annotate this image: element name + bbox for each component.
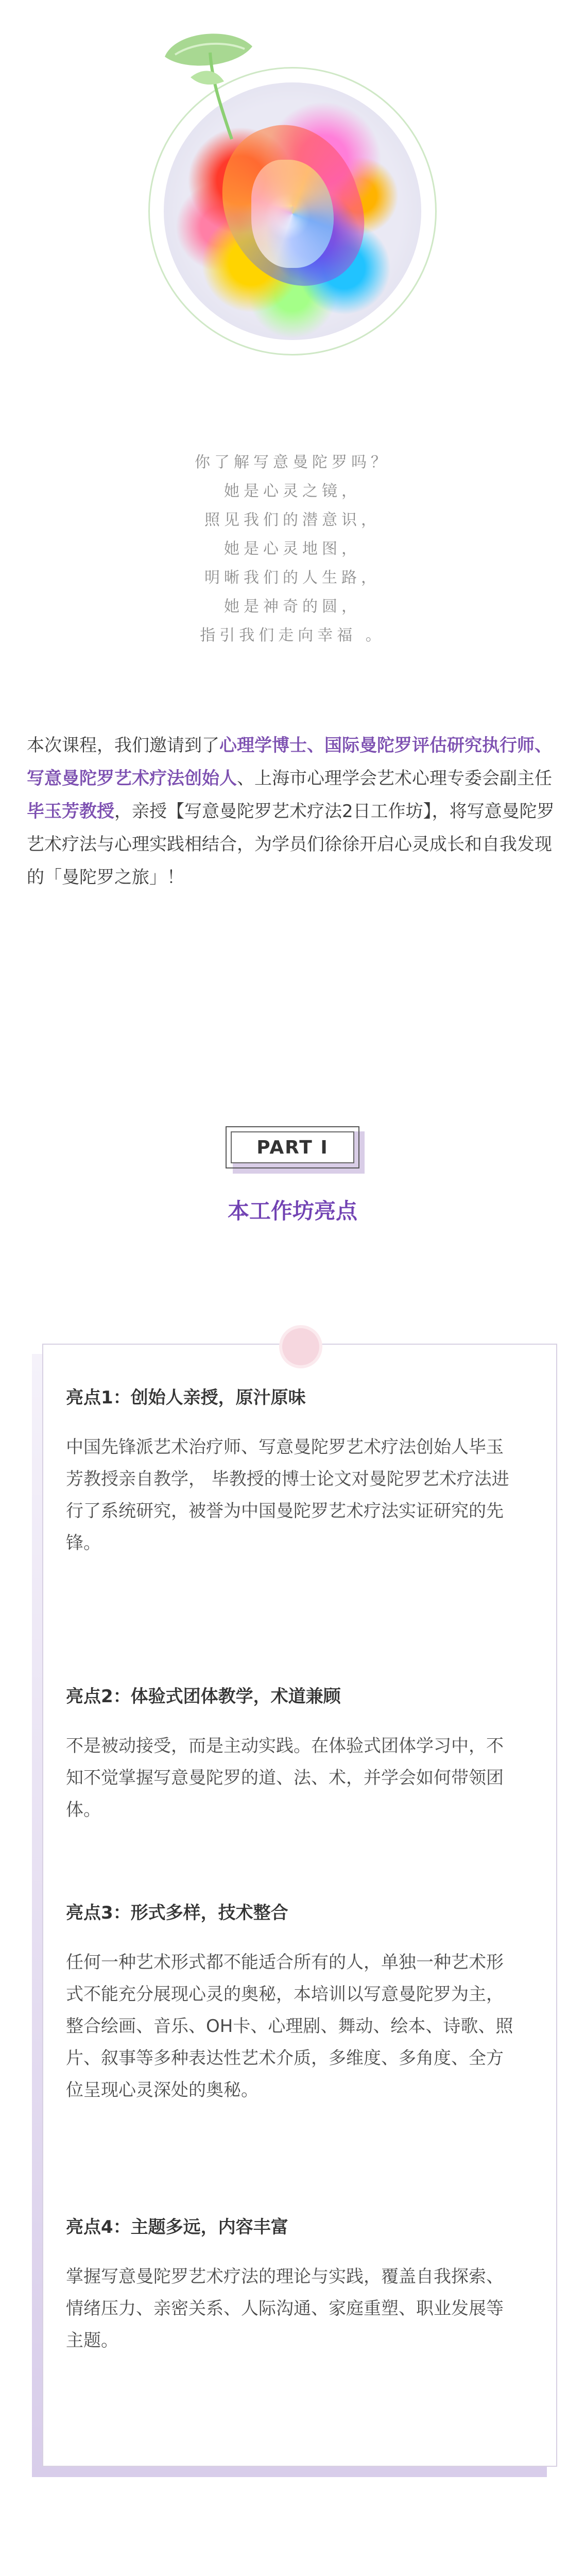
intro-highlight: 毕玉芳教授: [27, 801, 114, 822]
feature-item: [66, 1385, 519, 1559]
part-label-box: [226, 1126, 359, 1168]
intro-text: 、上海市心理学会艺术心理专委会副主任: [237, 768, 552, 789]
poem-line: 明晰我们的人生路，: [204, 569, 381, 587]
section-title: 本工作坊亮点: [227, 1198, 357, 1224]
feature-item: [66, 2214, 519, 2357]
feature-item: [66, 1900, 519, 2106]
feature-title: 亮点2：体验式团体教学，术道兼顾: [66, 1686, 341, 1707]
intro-paragraph: [27, 729, 558, 894]
intro-text: 本次课程，我们邀请到了: [27, 735, 219, 756]
poem-line: 她是心灵之镜，: [224, 482, 361, 500]
poem: [0, 448, 585, 650]
poem-line: 指引我们走向幸福 。: [200, 626, 385, 645]
feature-body: 任何一种艺术形式都不能适合所有的人，单独一种艺术形式不能充分展现心灵的奥秘，本培训以写意曼陀罗为主，整合绘画、音乐、OH卡、心理剧、舞动、绘本、诗歌、照片、叙事等多种表达性艺术介质，多维度、多角度、全方位呈现心灵深处的奥秘。: [66, 1952, 513, 2100]
feature-body: 中国先锋派艺术治疗师、写意曼陀罗艺术疗法创始人毕玉芳教授亲自教学， 毕教授的博士论文对曼陀罗艺术疗法进行了系统研究，被誉为中国曼陀罗艺术疗法实证研究的先锋。: [66, 1437, 509, 1553]
poem-line: 照见我们的潜意识，: [204, 511, 381, 529]
feature-title: 亮点4：主题多远，内容丰富: [66, 2217, 288, 2238]
feature-title: 亮点3：形式多样，技术整合: [66, 1903, 288, 1923]
feature-body: 掌握写意曼陀罗艺术疗法的理论与实践，覆盖自我探索、情绪压力、亲密关系、人际沟通、家庭重塑、职业发展等主题。: [66, 2266, 504, 2351]
feature-item: [66, 1684, 519, 1826]
feature-title: 亮点1：创始人亲授，原汁原味: [66, 1387, 306, 1408]
poem-line: 你了解写意曼陀罗吗？: [195, 453, 390, 471]
intro-text: ，亲授【写意曼陀罗艺术疗法2日工作坊】，将写意曼陀罗艺术疗法与心理实践相结合，为学员们徐徐开启心灵成长和自我发现的「曼陀罗之旅」！: [27, 801, 555, 888]
feature-body: 不是被动接受，而是主动实践。在体验式团体学习中，不知不觉掌握写意曼陀罗的道、法、术，并学会如何带领团体。: [66, 1736, 504, 1820]
part-label: PART I: [231, 1131, 354, 1163]
lotus-leaf-icon: [154, 21, 263, 144]
poem-line: 她是心灵地图，: [224, 540, 361, 558]
hero-illustration: [0, 0, 585, 422]
pin-icon: [282, 1328, 319, 1365]
poem-line: 她是神奇的圆，: [224, 598, 361, 616]
intro-highlight: 心理学博士、国际曼陀罗评估研究执行师、写意曼陀罗艺术疗法创始人: [27, 735, 552, 789]
